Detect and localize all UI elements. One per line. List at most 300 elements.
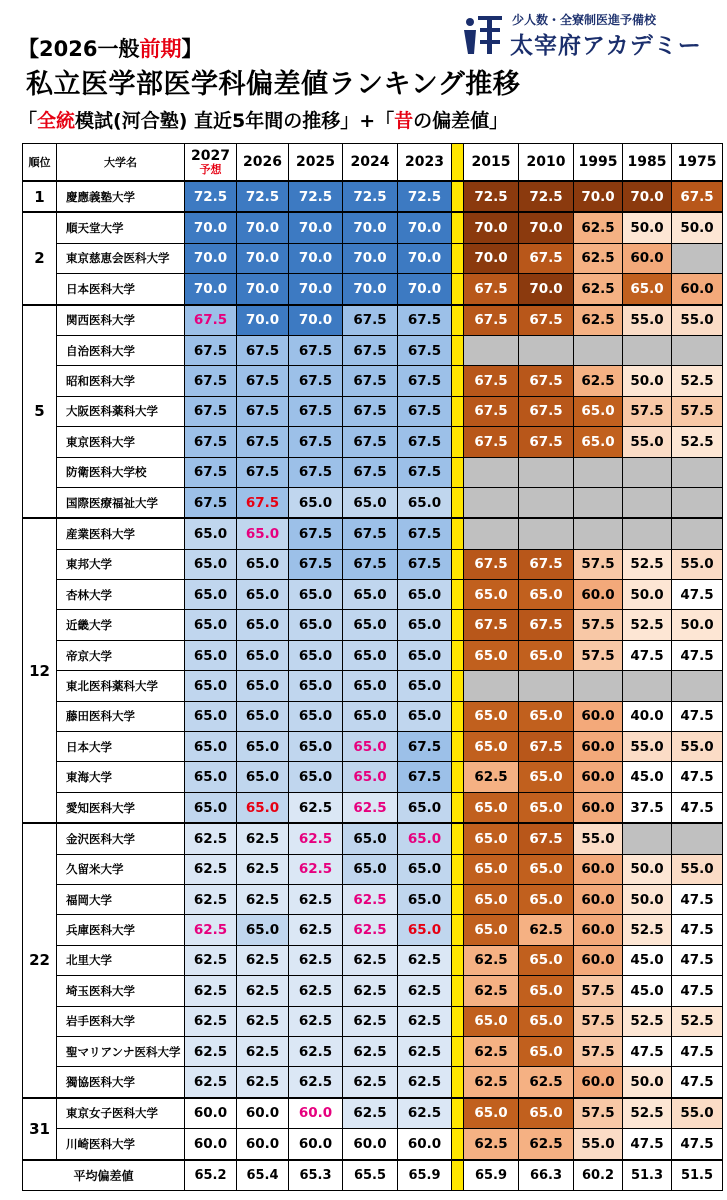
past-score-cell	[672, 243, 723, 273]
past-score-cell: 57.5	[672, 396, 723, 426]
table-row	[23, 396, 723, 426]
score-cell: 65.0	[237, 915, 289, 945]
past-score-cell: 47.5	[672, 701, 723, 731]
year-header: 1975	[672, 144, 723, 182]
score-cell: 60.0	[289, 1129, 343, 1160]
score-cell: 62.5	[289, 1036, 343, 1066]
score-cell: 67.5	[343, 549, 398, 579]
rank-cell: 31	[23, 1098, 57, 1160]
score-cell: 60.0	[237, 1098, 289, 1129]
score-cell: 67.5	[289, 427, 343, 457]
past-score-cell	[464, 457, 519, 487]
score-cell: 70.0	[343, 274, 398, 305]
score-cell: 65.0	[289, 762, 343, 792]
subtitle-emphasis-1: 全統	[37, 110, 76, 132]
score-cell: 62.5	[289, 854, 343, 884]
column-separator	[452, 1129, 464, 1160]
past-score-cell	[464, 335, 519, 365]
past-score-cell	[574, 487, 623, 518]
university-name: 川崎医科大学	[57, 1129, 185, 1160]
past-score-cell	[672, 335, 723, 365]
past-score-cell: 60.0	[574, 580, 623, 610]
score-cell: 70.0	[185, 243, 237, 273]
score-cell: 70.0	[398, 212, 452, 243]
score-cell: 65.0	[398, 640, 452, 670]
score-cell: 70.0	[185, 212, 237, 243]
past-score-cell	[574, 518, 623, 549]
past-score-cell: 65.0	[464, 580, 519, 610]
table-row	[23, 1006, 723, 1036]
past-score-cell: 47.5	[623, 640, 672, 670]
past-score-cell: 55.0	[672, 549, 723, 579]
score-cell: 67.5	[398, 732, 452, 762]
table-row	[23, 580, 723, 610]
score-cell: 65.0	[237, 580, 289, 610]
column-separator	[452, 884, 464, 914]
past-score-cell: 70.0	[464, 212, 519, 243]
score-cell: 67.5	[237, 335, 289, 365]
university-name: 愛知医科大学	[57, 792, 185, 823]
past-score-cell: 47.5	[672, 884, 723, 914]
score-cell: 62.5	[185, 884, 237, 914]
score-cell: 67.5	[398, 549, 452, 579]
score-cell: 70.0	[289, 243, 343, 273]
past-score-cell	[623, 487, 672, 518]
table-row	[23, 945, 723, 975]
average-cell: 65.4	[237, 1160, 289, 1191]
university-name: 国際医療福祉大学	[57, 487, 185, 518]
past-score-cell: 52.5	[623, 1006, 672, 1036]
past-score-cell: 50.0	[623, 1067, 672, 1098]
score-cell: 62.5	[237, 884, 289, 914]
year-header: 2015	[464, 144, 519, 182]
table-row	[23, 640, 723, 670]
score-cell: 65.0	[185, 732, 237, 762]
score-cell: 67.5	[343, 427, 398, 457]
past-score-cell: 67.5	[519, 243, 574, 273]
past-score-cell	[672, 518, 723, 549]
past-score-cell	[464, 671, 519, 701]
score-cell: 67.5	[237, 427, 289, 457]
column-separator	[452, 976, 464, 1006]
column-separator	[452, 701, 464, 731]
university-name: 埼玉医科大学	[57, 976, 185, 1006]
past-score-cell: 62.5	[574, 243, 623, 273]
past-score-cell: 65.0	[623, 274, 672, 305]
past-score-cell: 55.0	[574, 823, 623, 854]
score-cell: 62.5	[237, 976, 289, 1006]
score-cell: 72.5	[343, 181, 398, 212]
past-score-cell: 50.0	[623, 854, 672, 884]
past-score-cell: 57.5	[623, 396, 672, 426]
score-cell: 65.0	[343, 823, 398, 854]
past-score-cell: 57.5	[574, 976, 623, 1006]
score-cell: 65.0	[289, 487, 343, 518]
score-cell: 67.5	[185, 396, 237, 426]
past-score-cell: 65.0	[464, 732, 519, 762]
university-name: 岩手医科大学	[57, 1006, 185, 1036]
university-name: 北里大学	[57, 945, 185, 975]
past-score-cell: 65.0	[464, 792, 519, 823]
past-score-cell: 52.5	[623, 915, 672, 945]
score-cell: 65.0	[237, 518, 289, 549]
score-cell: 65.0	[343, 762, 398, 792]
past-score-cell: 62.5	[574, 366, 623, 396]
score-cell: 62.5	[398, 1006, 452, 1036]
score-cell: 65.0	[343, 854, 398, 884]
past-score-cell: 65.0	[519, 1036, 574, 1066]
past-score-cell: 67.5	[464, 396, 519, 426]
table-row	[23, 305, 723, 336]
table-row	[23, 823, 723, 854]
score-cell: 62.5	[237, 1006, 289, 1036]
table-row	[23, 274, 723, 305]
score-cell: 65.0	[343, 640, 398, 670]
score-cell: 70.0	[237, 212, 289, 243]
university-name: 獨協医科大学	[57, 1067, 185, 1098]
past-score-cell: 47.5	[672, 792, 723, 823]
ranking-table	[22, 143, 723, 1191]
past-score-cell: 65.0	[574, 427, 623, 457]
column-separator	[452, 610, 464, 640]
score-cell: 65.0	[398, 701, 452, 731]
logo-name: 太宰府アカデミー	[510, 33, 702, 59]
column-separator	[452, 915, 464, 945]
column-separator	[452, 181, 464, 212]
past-score-cell: 45.0	[623, 945, 672, 975]
past-score-cell: 70.0	[519, 274, 574, 305]
year-header: 1985	[623, 144, 672, 182]
past-score-cell: 47.5	[672, 1129, 723, 1160]
column-separator	[452, 549, 464, 579]
score-cell: 70.0	[185, 274, 237, 305]
column-separator	[452, 366, 464, 396]
score-cell: 70.0	[289, 305, 343, 336]
past-score-cell	[623, 671, 672, 701]
score-cell: 65.0	[237, 762, 289, 792]
score-cell: 67.5	[343, 335, 398, 365]
score-cell: 65.0	[237, 610, 289, 640]
score-cell: 72.5	[289, 181, 343, 212]
university-name: 東京医科大学	[57, 427, 185, 457]
university-name: 関西医科大学	[57, 305, 185, 336]
score-cell: 70.0	[237, 243, 289, 273]
table-row	[23, 1067, 723, 1098]
past-score-cell	[672, 823, 723, 854]
table-row	[23, 732, 723, 762]
column-separator	[452, 243, 464, 273]
rank-cell: 2	[23, 212, 57, 304]
score-cell: 62.5	[398, 1098, 452, 1129]
score-cell: 67.5	[398, 518, 452, 549]
past-score-cell: 57.5	[574, 610, 623, 640]
score-cell: 62.5	[398, 976, 452, 1006]
score-cell: 65.0	[185, 792, 237, 823]
past-score-cell: 47.5	[672, 762, 723, 792]
score-cell: 62.5	[343, 1067, 398, 1098]
year-header: 2026	[237, 144, 289, 182]
average-cell: 65.5	[343, 1160, 398, 1191]
score-cell: 67.5	[237, 487, 289, 518]
page-subtitle	[18, 106, 508, 133]
page-header	[0, 0, 727, 140]
past-score-cell	[623, 457, 672, 487]
score-cell: 67.5	[343, 305, 398, 336]
score-cell: 70.0	[398, 243, 452, 273]
university-name: 日本医科大学	[57, 274, 185, 305]
subtitle-part-2: 模試(河合塾) 直近5年間の推移」+「	[75, 110, 395, 132]
score-cell: 62.5	[237, 1067, 289, 1098]
table-row	[23, 792, 723, 823]
past-score-cell: 57.5	[574, 640, 623, 670]
score-cell: 67.5	[289, 366, 343, 396]
table-row	[23, 701, 723, 731]
table-row	[23, 915, 723, 945]
score-cell: 67.5	[398, 366, 452, 396]
score-cell: 65.0	[398, 792, 452, 823]
rank-header: 順位	[23, 144, 57, 182]
column-separator	[452, 1006, 464, 1036]
past-score-cell: 67.5	[519, 549, 574, 579]
score-cell: 65.0	[185, 640, 237, 670]
column-separator	[452, 854, 464, 884]
rank-cell: 22	[23, 823, 57, 1098]
year-header: 2025	[289, 144, 343, 182]
score-cell: 70.0	[289, 212, 343, 243]
score-cell: 65.0	[237, 732, 289, 762]
past-score-cell: 65.0	[519, 945, 574, 975]
past-score-cell: 57.5	[574, 1036, 623, 1066]
past-score-cell	[574, 671, 623, 701]
score-cell: 65.0	[185, 549, 237, 579]
score-cell: 62.5	[237, 1036, 289, 1066]
past-score-cell: 55.0	[623, 427, 672, 457]
score-cell: 67.5	[398, 305, 452, 336]
university-name: 兵庫医科大学	[57, 915, 185, 945]
past-score-cell: 55.0	[623, 305, 672, 336]
page-title: 私立医学部医学科偏差値ランキング推移	[26, 69, 521, 100]
score-cell: 67.5	[237, 396, 289, 426]
past-score-cell: 55.0	[672, 854, 723, 884]
score-cell: 62.5	[398, 945, 452, 975]
past-score-cell: 50.0	[623, 366, 672, 396]
past-score-cell: 62.5	[464, 976, 519, 1006]
past-score-cell: 60.0	[574, 732, 623, 762]
past-score-cell	[672, 487, 723, 518]
column-separator	[452, 792, 464, 823]
table-row	[23, 243, 723, 273]
past-score-cell: 67.5	[519, 823, 574, 854]
past-score-cell: 70.0	[623, 181, 672, 212]
column-separator	[452, 518, 464, 549]
score-cell: 60.0	[237, 1129, 289, 1160]
score-cell: 72.5	[398, 181, 452, 212]
past-score-cell: 45.0	[623, 762, 672, 792]
past-score-cell: 67.5	[464, 610, 519, 640]
column-separator	[452, 1067, 464, 1098]
score-cell: 65.0	[185, 580, 237, 610]
past-score-cell: 47.5	[672, 976, 723, 1006]
score-cell: 62.5	[343, 1006, 398, 1036]
header-row	[23, 144, 723, 182]
past-score-cell: 65.0	[464, 823, 519, 854]
past-score-cell: 65.0	[519, 762, 574, 792]
column-separator	[452, 274, 464, 305]
score-cell: 62.5	[185, 945, 237, 975]
score-cell: 65.0	[289, 701, 343, 731]
score-cell: 65.0	[237, 701, 289, 731]
past-score-cell: 60.0	[672, 274, 723, 305]
score-cell: 67.5	[185, 457, 237, 487]
past-score-cell: 40.0	[623, 701, 672, 731]
table-row	[23, 1098, 723, 1129]
score-cell: 62.5	[398, 1067, 452, 1098]
past-score-cell: 57.5	[574, 1098, 623, 1129]
score-cell: 65.0	[237, 640, 289, 670]
score-cell: 65.0	[289, 671, 343, 701]
average-label: 平均偏差値	[23, 1160, 185, 1191]
average-cell: 60.2	[574, 1160, 623, 1191]
past-score-cell: 55.0	[574, 1129, 623, 1160]
past-score-cell: 57.5	[574, 1006, 623, 1036]
past-score-cell: 62.5	[574, 212, 623, 243]
score-cell: 65.0	[398, 915, 452, 945]
table-row	[23, 487, 723, 518]
score-cell: 62.5	[185, 915, 237, 945]
score-cell: 70.0	[289, 274, 343, 305]
name-header: 大学名	[57, 144, 185, 182]
past-score-cell: 67.5	[519, 427, 574, 457]
score-cell: 65.0	[289, 732, 343, 762]
score-cell: 62.5	[398, 1036, 452, 1066]
score-cell: 65.0	[185, 518, 237, 549]
past-score-cell: 67.5	[464, 549, 519, 579]
past-score-cell: 67.5	[519, 305, 574, 336]
rank-cell: 12	[23, 518, 57, 823]
past-score-cell: 50.0	[623, 884, 672, 914]
past-score-cell: 65.0	[464, 640, 519, 670]
prediction-note: 予想	[199, 163, 222, 176]
score-cell: 67.5	[185, 335, 237, 365]
past-score-cell: 65.0	[464, 1098, 519, 1129]
past-score-cell: 60.0	[574, 884, 623, 914]
past-score-cell: 67.5	[519, 732, 574, 762]
past-score-cell: 70.0	[519, 212, 574, 243]
score-cell: 62.5	[237, 945, 289, 975]
column-separator	[452, 640, 464, 670]
column-separator	[452, 305, 464, 336]
past-score-cell: 52.5	[623, 610, 672, 640]
column-separator	[452, 487, 464, 518]
score-cell: 65.0	[289, 640, 343, 670]
score-cell: 65.0	[343, 580, 398, 610]
past-score-cell: 67.5	[464, 274, 519, 305]
score-cell: 62.5	[343, 1098, 398, 1129]
past-score-cell: 47.5	[672, 915, 723, 945]
score-cell: 67.5	[398, 396, 452, 426]
university-name: 東京慈恵会医科大学	[57, 243, 185, 273]
score-cell: 60.0	[343, 1129, 398, 1160]
table-row	[23, 549, 723, 579]
average-cell: 65.3	[289, 1160, 343, 1191]
column-separator	[452, 1098, 464, 1129]
average-cell: 51.3	[623, 1160, 672, 1191]
past-score-cell: 55.0	[672, 1098, 723, 1129]
past-score-cell: 65.0	[464, 701, 519, 731]
score-cell: 67.5	[398, 762, 452, 792]
score-cell: 65.0	[398, 610, 452, 640]
score-cell: 67.5	[343, 518, 398, 549]
past-score-cell: 62.5	[464, 1129, 519, 1160]
past-score-cell: 65.0	[519, 1006, 574, 1036]
column-separator	[452, 945, 464, 975]
past-score-cell: 60.0	[574, 762, 623, 792]
university-name: 東海大学	[57, 762, 185, 792]
column-separator	[452, 1160, 464, 1191]
score-cell: 67.5	[343, 457, 398, 487]
score-cell: 67.5	[185, 305, 237, 336]
table-row	[23, 610, 723, 640]
table-row	[23, 212, 723, 243]
score-cell: 62.5	[289, 823, 343, 854]
score-cell: 62.5	[343, 976, 398, 1006]
past-score-cell: 65.0	[519, 1098, 574, 1129]
academy-logo-icon	[460, 10, 506, 56]
past-score-cell: 65.0	[519, 640, 574, 670]
university-name: 東北医科薬科大学	[57, 671, 185, 701]
score-cell: 65.0	[289, 580, 343, 610]
past-score-cell: 50.0	[672, 610, 723, 640]
score-cell: 67.5	[343, 396, 398, 426]
past-score-cell	[672, 457, 723, 487]
past-score-cell: 62.5	[519, 915, 574, 945]
past-score-cell	[672, 671, 723, 701]
past-score-cell: 62.5	[574, 305, 623, 336]
past-score-cell	[519, 457, 574, 487]
university-name: 防衛医科大学校	[57, 457, 185, 487]
score-cell: 67.5	[289, 457, 343, 487]
past-score-cell: 60.0	[574, 915, 623, 945]
past-score-cell: 65.0	[519, 701, 574, 731]
column-separator	[452, 427, 464, 457]
table-row	[23, 854, 723, 884]
score-cell: 65.0	[237, 549, 289, 579]
column-separator	[452, 1036, 464, 1066]
table-row	[23, 518, 723, 549]
score-cell: 67.5	[237, 366, 289, 396]
score-cell: 65.0	[343, 487, 398, 518]
rank-cell: 1	[23, 181, 57, 212]
score-cell: 65.0	[343, 732, 398, 762]
past-score-cell: 52.5	[672, 366, 723, 396]
past-score-cell	[623, 335, 672, 365]
score-cell: 60.0	[185, 1129, 237, 1160]
university-name: 東邦大学	[57, 549, 185, 579]
average-cell: 65.2	[185, 1160, 237, 1191]
university-name: 慶應義塾大学	[57, 181, 185, 212]
year-header: 2010	[519, 144, 574, 182]
average-cell: 65.9	[398, 1160, 452, 1191]
score-cell: 60.0	[289, 1098, 343, 1129]
score-cell: 62.5	[343, 1036, 398, 1066]
table-row	[23, 366, 723, 396]
past-score-cell: 60.0	[574, 701, 623, 731]
past-score-cell: 62.5	[464, 762, 519, 792]
university-name: 久留米大学	[57, 854, 185, 884]
table-row	[23, 671, 723, 701]
score-cell: 72.5	[185, 181, 237, 212]
past-score-cell: 70.0	[464, 243, 519, 273]
